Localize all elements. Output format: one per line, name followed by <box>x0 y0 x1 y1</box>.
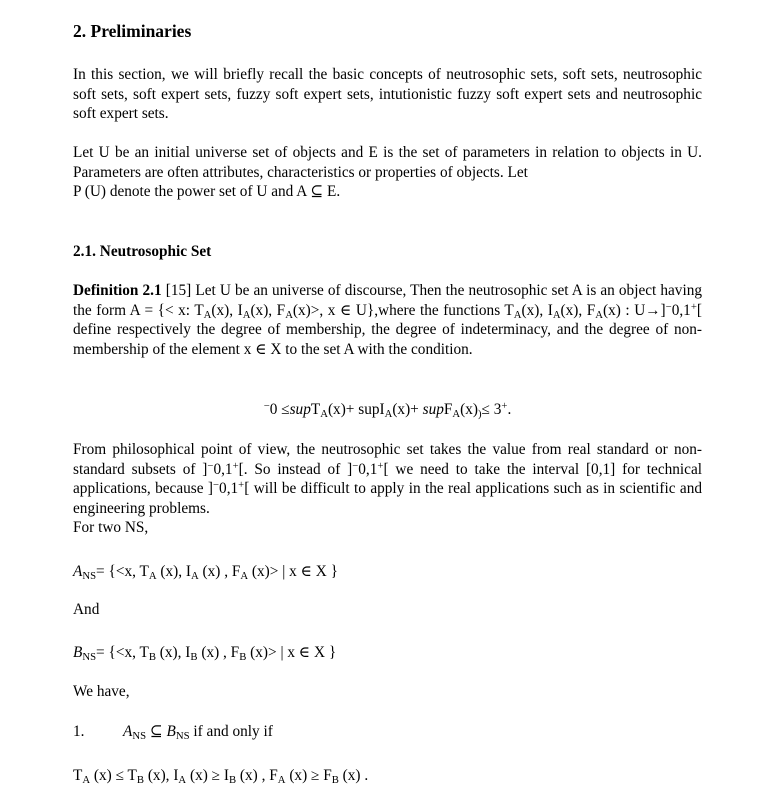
section-title: 2. Preliminaries <box>73 21 192 41</box>
definition-text-b: define respectively the degree of membership, the degree of indeterminacy, and the degree of non-membership of the element x ∈ X to the set A with the condition. <box>73 321 702 358</box>
ans-formula: $A_{NS}= \{<x$, $T_A$ (x), $I_A$ (x) , $F_A$ (x)> | x ∈ X } <box>73 563 338 583</box>
condition-formula: −0 ≤supT$_A$(x)+ supI$_A$(x)+ $supF_A(x)_)\le 3^+$. <box>263 400 512 421</box>
universe-text-1: Let U be an initial universe set of objects and E is the set of parameters in relation to objects in U. Parameters are often attributes, characteristics or properties of objects. Let <box>73 144 702 181</box>
list-item-1: 1. $A_{NS}$ ⊆ $B_{NS}$ if and only if <box>73 723 273 743</box>
inequality-formula: $T_A$ $(x) \le T_B$ (x), $I_A$ $(x) \ge I_B$ (x) , $F_A$ $(x) \ge F_B$ (x) . <box>73 767 369 787</box>
bns-formula: $B_{NS}= \{<x$, $T_B$ (x), $I_B$ (x) , $F_B$ (x)> | x ∈ X } <box>73 644 337 664</box>
intro-paragraph: In this section, we will briefly recall the basic concepts of neutrosophic sets, soft sets, neutrosophic soft sets, soft expert sets, fuzzy soft expert sets, intutionistic fuzzy soft expert sets and neutrosophic soft expert sets. <box>73 66 702 122</box>
for-two-ns: For two NS, <box>73 519 149 536</box>
definition-paragraph <box>73 281 702 359</box>
list-item-number: 1. <box>73 723 85 740</box>
and-label: And <box>73 601 100 618</box>
definition-ref: [15] <box>165 282 192 299</box>
subsection-title: 2.1. Neutrosophic Set <box>73 243 212 260</box>
philosophy-paragraph: From philosophical point of view, the neutrosophic set takes the value from real standard or non-standard subsets of ]−0,1+[. So instead of ]−0,1+[ we need to take the interval [0,1] for technical applications, because ]−0,1+[ will be difficult to apply in the real applications such as in scientific and engineering problems. <box>73 441 702 517</box>
list-item-text: if and only if <box>193 723 273 740</box>
definition-text-a: Let U be an universe of discourse, Then the neutrosophic set A is an object having the form A = {< x: $T_A(x)$, $I_A(x)$, $F_A(x)>$, x ∈ U},where the functions $T_A(x)$, $I_A(x)$, $F_A(x)$ : U→]−0,1+[ <box>73 282 702 321</box>
we-have-label: We have, <box>73 683 130 700</box>
universe-paragraph <box>73 143 702 202</box>
definition-label: Definition 2.1 <box>73 282 162 299</box>
universe-text-2: P (U) denote the power set of U and A ⊆ E. <box>73 183 341 200</box>
